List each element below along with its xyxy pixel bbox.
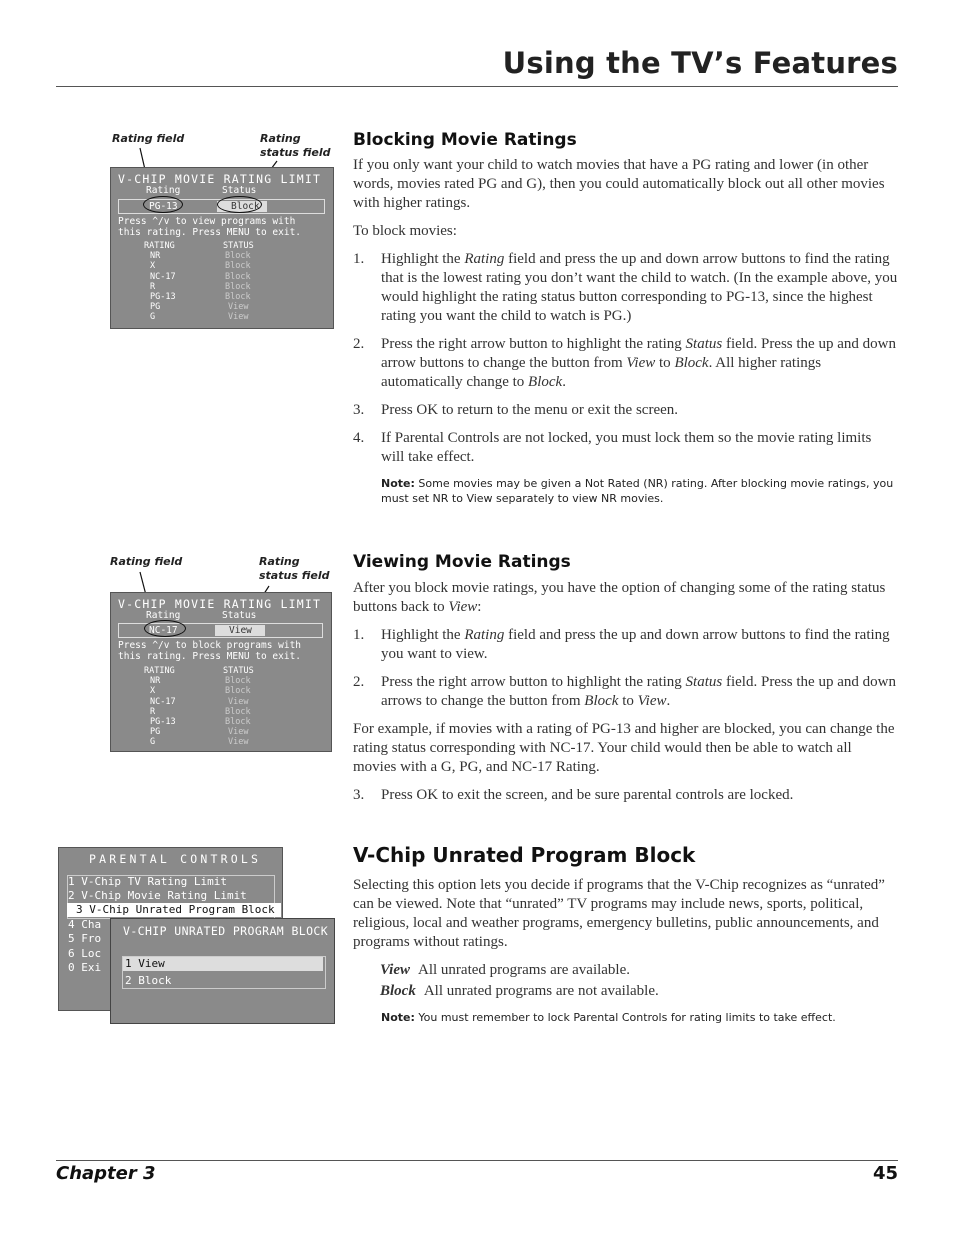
step-number: 1.: [353, 251, 365, 267]
table-row: [138, 676, 318, 686]
blocking-intro: If you only want your child to watch movies that have a PG rating and lower (in other words, movies rated PG and G), then you could automatically block out all other movies with higher ratings.: [353, 157, 885, 211]
step-text: field and press the up and down arrow buttons to find the rating you want to view.: [381, 627, 890, 662]
row-status: View: [228, 727, 249, 738]
list-item: [353, 673, 898, 711]
callout-line-1: Rating: [260, 132, 301, 145]
row-status: View: [228, 312, 249, 323]
status-header: Status: [222, 185, 257, 196]
col-rating-header: RATING: [144, 666, 175, 676]
viewing-section: [353, 579, 898, 814]
blocking-section: [353, 156, 898, 515]
option-text: All unrated programs are not available.: [423, 983, 659, 999]
step-text: .: [666, 693, 671, 709]
menu-item-5[interactable]: 5 Fro: [68, 932, 102, 945]
callout-line-2: status field: [259, 569, 330, 582]
list-item: [353, 335, 898, 392]
status-header: Status: [222, 610, 257, 621]
unrated-note: [381, 1010, 898, 1025]
step-number: 3.: [353, 402, 365, 418]
option-key: Block: [380, 983, 416, 999]
blocking-heading: Blocking Movie Ratings: [353, 130, 577, 150]
row-rating: G: [150, 737, 156, 748]
table-row: [138, 737, 318, 747]
row-status: View: [228, 737, 249, 748]
note-label: Note:: [381, 1011, 415, 1024]
page-number: 45: [872, 1163, 898, 1184]
list-item: [353, 626, 898, 664]
viewing-steps-cont: [353, 786, 898, 805]
note-label: Note:: [381, 477, 415, 490]
table-row: [138, 312, 318, 322]
row-status: View: [228, 696, 249, 707]
table-row: [138, 697, 318, 707]
step-emphasis: Block: [528, 374, 563, 390]
instruction-line-1: Press ^/v to block programs with: [118, 640, 302, 651]
table-row: [138, 251, 318, 261]
row-rating: NC-17: [150, 696, 176, 707]
step-text: to: [618, 693, 638, 709]
menu-item-movie-rating[interactable]: 2 V-Chip Movie Rating Limit: [68, 889, 247, 902]
step-text: field. Press the up and down arrows to change the button from: [381, 674, 896, 709]
step-text: Press OK to exit the screen, and be sure parental controls are locked.: [381, 787, 794, 803]
table-row: [138, 261, 318, 271]
rating-table: [138, 666, 318, 748]
row-rating: NR: [150, 676, 161, 687]
step-emphasis: Rating: [464, 627, 505, 643]
step-emphasis: Status: [685, 336, 723, 352]
row-status: Block: [225, 281, 251, 292]
step-text: field and press the up and down arrow buttons to find the rating that is the lowest rating you don’t want the child to watch. (In the example above, you would highlight the rating status button corresponding to PG-13, since the highest rating you want the child to watch is PG.): [381, 251, 898, 324]
submenu-title: V-CHIP UNRATED PROGRAM BLOCK: [123, 924, 329, 938]
rating-highlight-oval: [144, 620, 186, 637]
step-emphasis: Status: [685, 674, 723, 690]
row-status: Block: [225, 251, 251, 262]
step-text: Press OK to return to the menu or exit the screen.: [381, 402, 679, 418]
status-highlight-oval: [217, 196, 262, 213]
row-rating: PG-13: [150, 291, 176, 302]
intro-emphasis: View: [448, 599, 478, 615]
step-text: If Parental Controls are not locked, you must lock them so the movie rating limits will take effect.: [381, 430, 872, 465]
viewing-intro: [353, 579, 898, 617]
option-view[interactable]: 1 View: [123, 957, 323, 971]
note-text: Some movies may be given a Not Rated (NR) rating. After blocking movie ratings, you must set NR to View separately to view NR movies.: [381, 477, 894, 505]
rating-field-callout: Rating field: [112, 132, 185, 145]
instruction-line-1: Press ^/v to view programs with: [118, 216, 296, 227]
callout-line-2: status field: [260, 146, 331, 159]
row-status: Block: [225, 291, 251, 302]
table-row: [138, 282, 318, 292]
step-emphasis: Block: [584, 693, 619, 709]
rating-field[interactable]: PG-13: [149, 201, 178, 212]
row-status: Block: [225, 261, 251, 272]
viewing-steps: [353, 626, 898, 711]
option-view-desc: [380, 961, 898, 980]
rating-field[interactable]: NC-17: [149, 625, 178, 636]
list-item: [353, 250, 898, 326]
step-text: Highlight the: [381, 627, 465, 643]
menu-item-tv-rating[interactable]: 1 V-Chip TV Rating Limit: [68, 875, 227, 888]
unrated-heading: V-Chip Unrated Program Block: [353, 843, 696, 867]
step-text: .: [562, 374, 566, 390]
page-title: Using the TV’s Features: [502, 46, 898, 80]
step-number: 2.: [353, 336, 365, 352]
row-rating: X: [150, 261, 156, 272]
screen-title: V-CHIP MOVIE RATING LIMIT: [118, 172, 322, 186]
option-key: View: [380, 962, 411, 978]
col-status-header: STATUS: [223, 241, 254, 251]
table-row: [138, 272, 318, 282]
unrated-block-menu: [110, 918, 335, 1024]
instruction-line-2: this rating. Press MENU to exit.: [118, 651, 302, 662]
footer-rule: [56, 1160, 898, 1161]
callout-line-1: Rating: [259, 555, 300, 568]
menu-item-exit[interactable]: 0 Exi: [68, 961, 102, 974]
menu-item-6[interactable]: 6 Loc: [68, 947, 102, 960]
status-button[interactable]: View: [215, 625, 265, 636]
row-rating: R: [150, 706, 156, 717]
blocking-note: [381, 476, 898, 506]
step-text: . All higher ratings automatically change to: [381, 355, 822, 390]
step-number: 3.: [353, 787, 365, 803]
step-emphasis: View: [637, 693, 667, 709]
row-status: Block: [225, 706, 251, 717]
row-rating: R: [150, 281, 156, 292]
unrated-section: [353, 876, 898, 1034]
step-number: 2.: [353, 674, 365, 690]
menu-title: PARENTAL CONTROLS: [89, 852, 262, 866]
table-row: [138, 707, 318, 717]
menu-item-4[interactable]: 4 Cha: [68, 918, 102, 931]
intro-text: :: [477, 599, 482, 615]
step-number: 4.: [353, 430, 365, 446]
movie-rating-screen-view: [110, 592, 332, 752]
rating-highlight-oval: [143, 196, 183, 213]
table-row: [138, 717, 318, 727]
list-item: [353, 429, 898, 467]
step-text: Press the right arrow button to highlight the rating: [381, 674, 686, 690]
row-rating: G: [150, 312, 156, 323]
step-text: Highlight the: [381, 251, 465, 267]
row-status: Block: [225, 716, 251, 727]
row-status: Block: [225, 271, 251, 282]
note-text: You must remember to lock Parental Controls for rating limits to take effect.: [414, 1011, 836, 1024]
row-status: Block: [225, 686, 251, 697]
viewing-heading: Viewing Movie Ratings: [353, 552, 571, 572]
step-emphasis: Block: [674, 355, 709, 371]
table-row: [138, 727, 318, 737]
step-number: 1.: [353, 627, 365, 643]
rating-header: Rating: [146, 185, 181, 196]
row-rating: PG: [150, 302, 161, 313]
rating-table: [138, 241, 318, 323]
col-rating-header: RATING: [144, 241, 175, 251]
viewing-example: For example, if movies with a rating of PG-13 and higher are blocked, you can change the rating status corresponding with NC-17. Your child would then be able to watch all movies with a G, PG, and NC-17 Rating.: [353, 721, 895, 775]
row-status: Block: [225, 676, 251, 687]
list-item: [353, 786, 898, 805]
row-rating: PG-13: [150, 716, 176, 727]
step-text: field. Press the up and down arrow buttons to change the button from: [381, 336, 896, 371]
rating-header: Rating: [146, 610, 181, 621]
table-row: [138, 302, 318, 312]
instruction-line-2: this rating. Press MENU to exit.: [118, 227, 302, 238]
to-block-label: To block movies:: [353, 223, 457, 239]
chapter-label: Chapter 3: [56, 1163, 156, 1184]
screen-title: V-CHIP MOVIE RATING LIMIT: [118, 597, 322, 611]
row-rating: NR: [150, 251, 161, 262]
menu-item-unrated-block[interactable]: 3 V-Chip Unrated Program Block: [67, 903, 281, 917]
rating-field-callout: Rating field: [110, 555, 183, 568]
row-rating: PG: [150, 727, 161, 738]
option-text: All unrated programs are available.: [418, 962, 631, 978]
blocking-steps: [353, 250, 898, 467]
step-text: Press the right arrow button to highlight the rating: [381, 336, 686, 352]
step-emphasis: View: [626, 355, 656, 371]
step-text: to: [655, 355, 675, 371]
table-row: [138, 686, 318, 696]
intro-text: After you block movie ratings, you have the option of changing some of the rating status buttons back to: [353, 580, 886, 615]
row-rating: NC-17: [150, 271, 176, 282]
step-emphasis: Rating: [464, 251, 505, 267]
col-status-header: STATUS: [223, 666, 254, 676]
unrated-intro: Selecting this option lets you decide if programs that the V-Chip recognizes as “unrated” can be viewed. Note that “unrated” TV programs may include news, sports, political, religious, local and weather programs, emergency bulletins, public announcements, and programs without ratings.: [353, 877, 885, 950]
option-block-desc: [380, 982, 898, 1001]
rating-status-callout: [259, 555, 329, 583]
status-button[interactable]: Block: [217, 201, 267, 212]
list-item: [353, 401, 898, 420]
row-rating: X: [150, 686, 156, 697]
row-status: View: [228, 302, 249, 313]
movie-rating-screen-block: [110, 167, 334, 329]
table-row: [138, 292, 318, 302]
option-block[interactable]: 2 Block: [125, 974, 172, 987]
